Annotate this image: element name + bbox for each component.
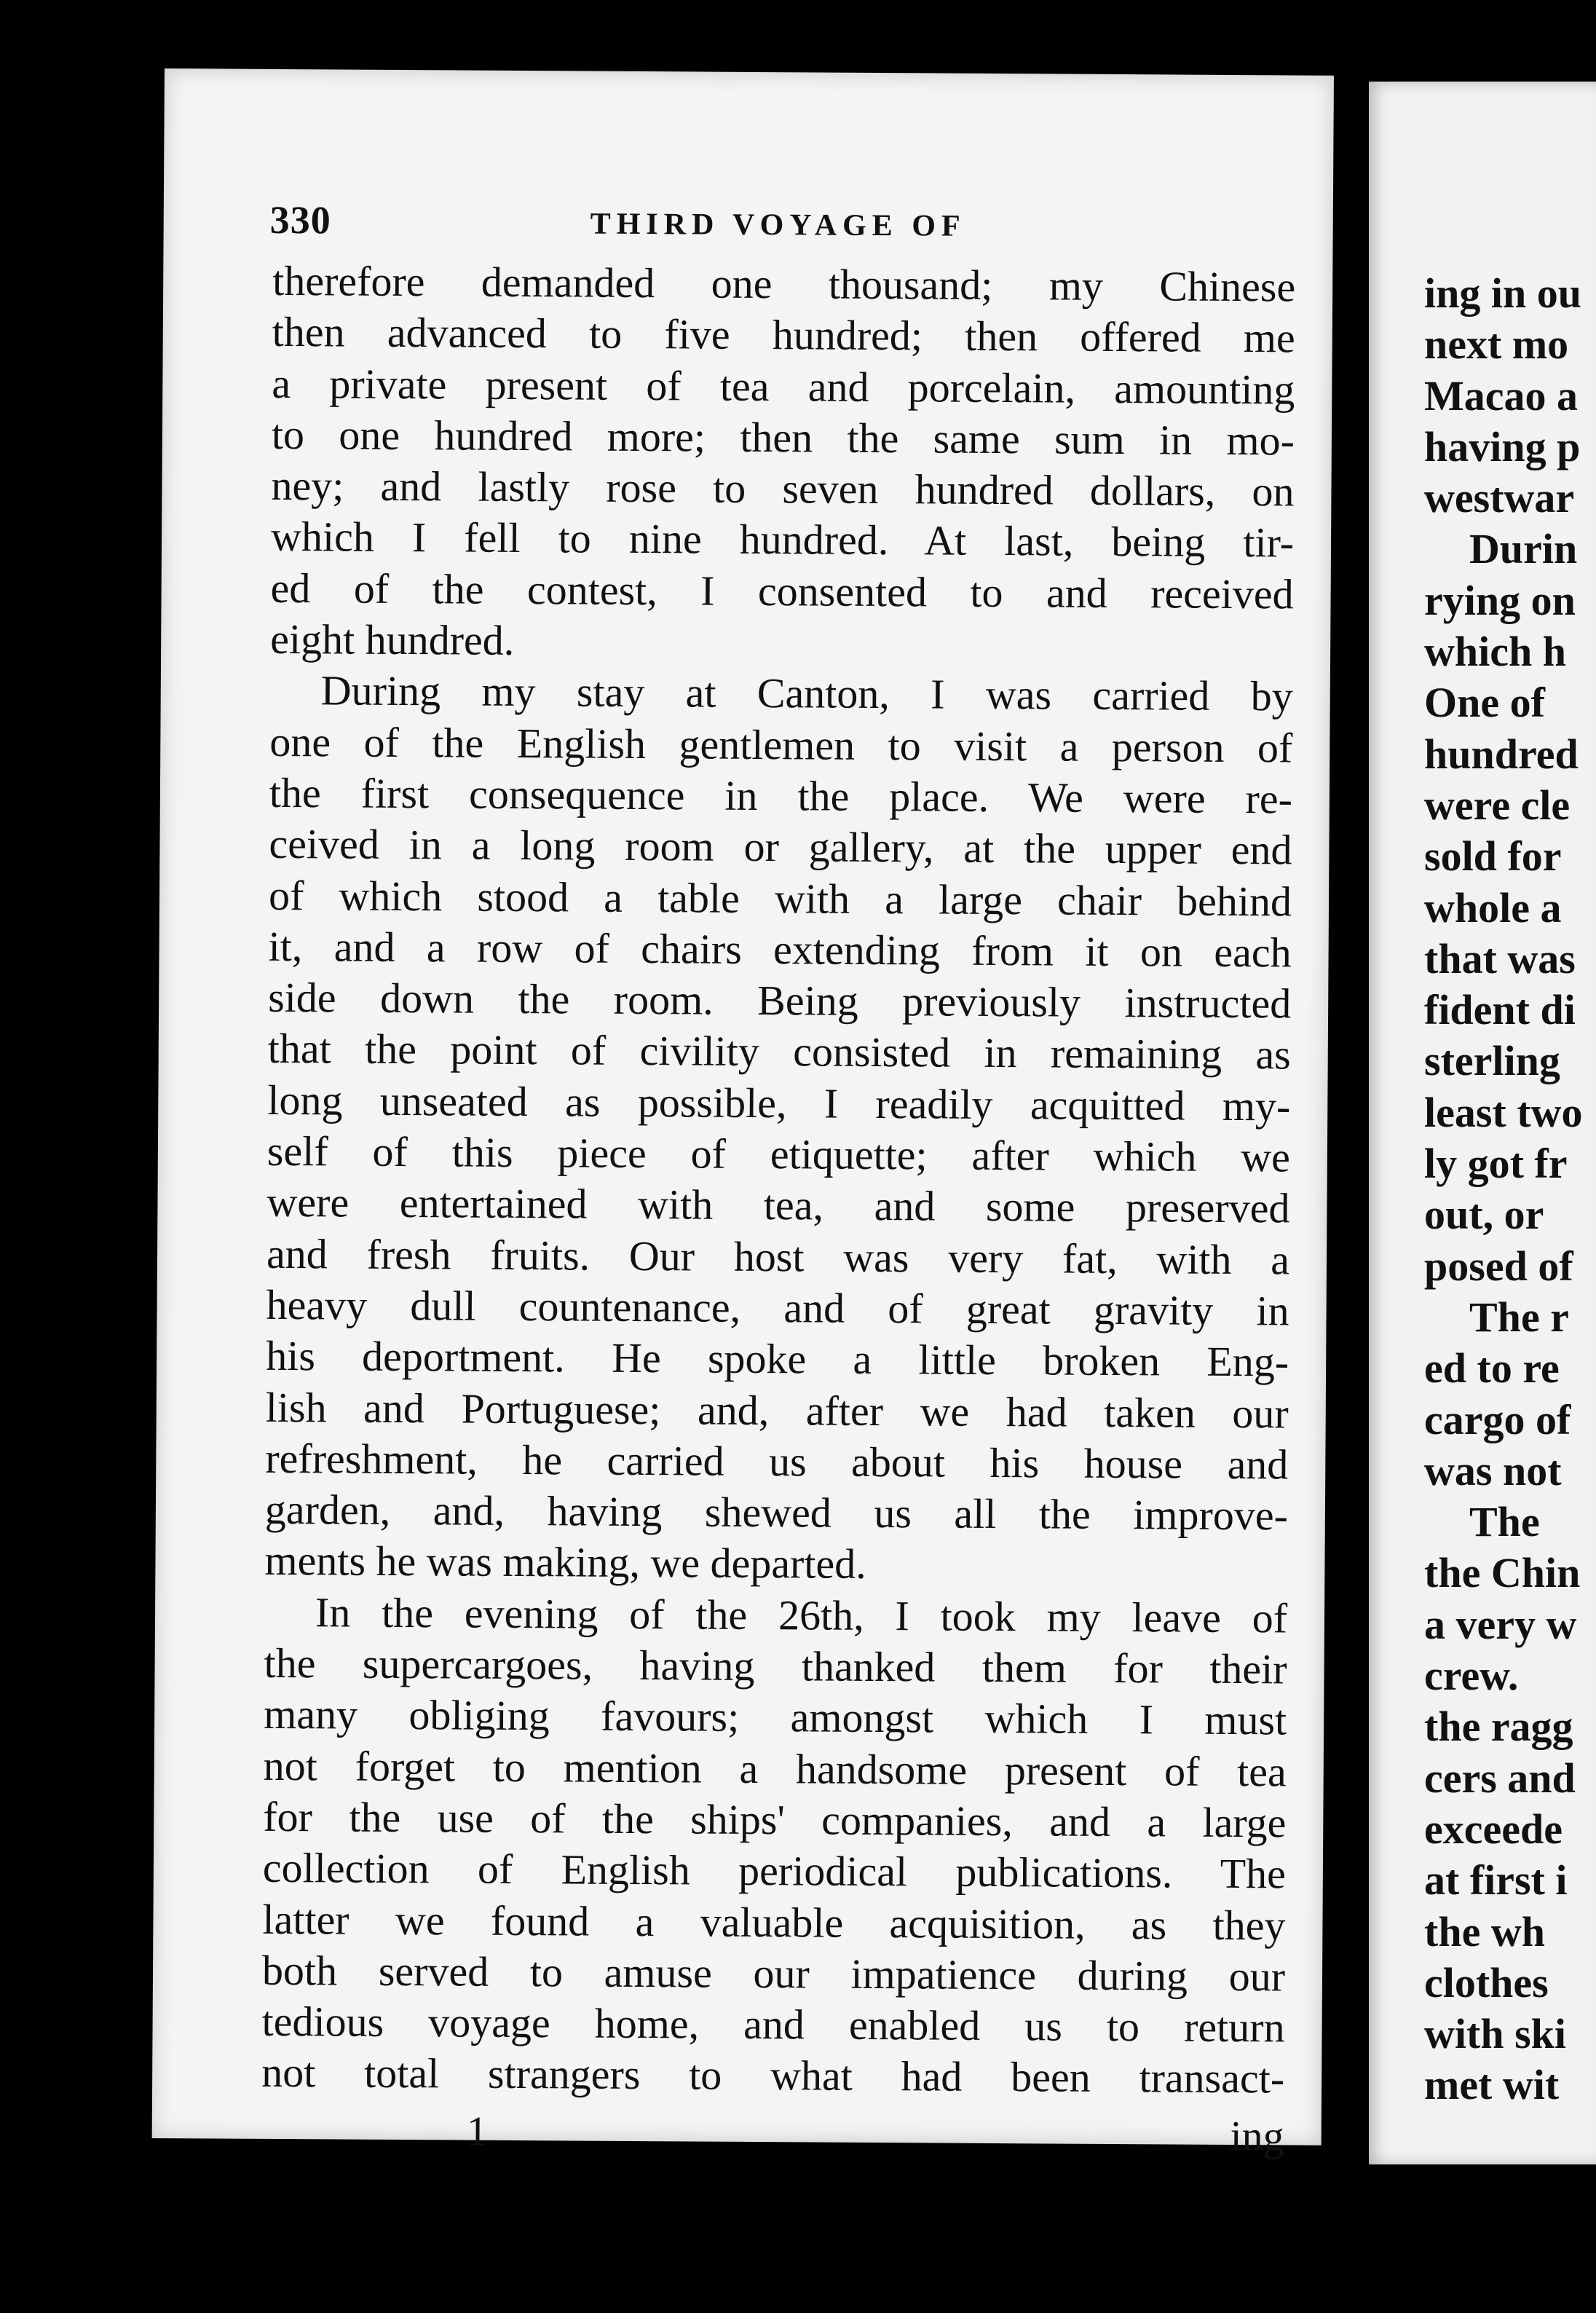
text-line: then advanced to five hundred; then offered me [272,308,1295,362]
text-line: long unseated as possible, I readily acquitted my- [267,1076,1291,1130]
running-title: THIRD VOYAGE OF [590,207,966,243]
facing-text-line: ing in ou [1424,269,1581,317]
left-page [152,68,1334,2160]
facing-text-line: was not [1424,1446,1562,1494]
facing-text-line: sold for [1424,832,1562,880]
paragraph-start-line: During my stay at Canton, I was carried by [320,666,1293,720]
facing-text-line: which h [1424,628,1567,676]
text-line: latter we found a valuable acquisition, as they [262,1895,1286,1949]
text-line: side down the room. Being previously instructed [268,974,1292,1028]
text-line: the first consequence in the place. We were re- [269,768,1293,823]
facing-text-line: a very w [1424,1600,1577,1648]
text-line: many obliging favours; amongst which I must [264,1690,1287,1744]
facing-page [1369,82,1596,2164]
facing-text-line: The r [1469,1293,1569,1341]
facing-text-line: at first i [1424,1856,1568,1904]
text-line: one of the English gentlemen to visit a person of [269,717,1293,772]
facing-text-line: One of [1424,679,1545,727]
text-line: ceived in a long room or gallery, at the upper end [269,820,1292,874]
text-line: it, and a row of chairs extending from it on each [268,922,1292,977]
facing-page-text [1424,268,1596,2111]
facing-text-line: with ski [1424,2010,1567,2058]
facing-text-line: fident di [1424,986,1576,1034]
text-line: ments he was making, we departed. [264,1537,866,1588]
facing-text-line: least two [1424,1088,1583,1136]
facing-text-line: crew. [1424,1652,1519,1700]
text-line: which I fell to nine hundred. At last, being tir- [270,513,1295,567]
paragraph-start-line: In the evening of the 26th, I took my leave of [315,1588,1288,1642]
facing-text-line: the Chin [1424,1549,1581,1597]
page-number: 330 [269,197,331,243]
page-footer [261,2105,1284,2163]
facing-text-line: were cle [1424,781,1571,829]
text-line: not forget to mention a handsome present of tea [263,1741,1287,1796]
facing-text-line: clothes [1424,1958,1549,2006]
text-line: ney; and lastly rose to seven hundred dollars, on [271,462,1295,516]
signature-mark: 1 [466,2107,488,2155]
text-line: the supercargoes, having thanked them for their [264,1639,1287,1693]
text-line: lish and Portuguese; and, after we had taken our [265,1383,1289,1437]
text-line: tedious voyage home, and enabled us to return [261,1997,1285,2052]
facing-text-line: having p [1424,422,1581,470]
facing-text-line: hundred [1424,730,1579,778]
text-line: that the point of civility consisted in remaining as [267,1025,1291,1079]
catchword: ing [1230,2111,1284,2160]
text-line: refreshment, he carried us about his house and [265,1434,1289,1489]
facing-text-line: whole a [1424,883,1562,931]
text-line: of which stood a table with a large chair behind [268,871,1292,926]
text-line: a private present of tea and porcelain, amounting [272,359,1295,414]
running-head [269,197,1289,255]
text-line: eight hundred. [270,615,515,665]
text-line: to one hundred more; then the same sum in mo- [271,410,1295,465]
facing-text-line: that was [1424,934,1576,982]
facing-text-line: posed of [1424,1242,1573,1290]
facing-text-line: the ragg [1424,1703,1573,1751]
facing-text-line: sterling [1424,1037,1560,1085]
facing-text-line: Macao a [1424,371,1578,419]
text-line: for the use of the ships' companies, and a large [263,1792,1287,1847]
facing-text-line: exceede [1424,1805,1563,1853]
body-text [261,256,1295,2105]
facing-text-line: next mo [1424,320,1569,369]
facing-text-line: rying on [1424,576,1576,624]
text-line: collection of English periodical publications. The [262,1844,1287,1898]
text-line: not total strangers to what had been transact- [261,2049,1285,2103]
text-line: were entertained with tea, and some preserved [266,1178,1290,1232]
text-line: self of this piece of etiquette; after which we [266,1127,1291,1181]
facing-text-line: ly got fr [1424,1140,1568,1188]
text-line: therefore demanded one thousand; my Chinese [272,256,1296,311]
text-line: ed of the contest, I consented to and received [270,564,1294,618]
text-line: his deportment. He spoke a little broken Eng- [266,1332,1289,1386]
facing-text-line: cers and [1424,1754,1576,1802]
facing-text-line: the wh [1424,1907,1545,1955]
facing-text-line: met wit [1424,2061,1560,2109]
text-line: both served to amuse our impatience during our [261,1946,1286,2001]
facing-text-line: Durin [1469,525,1578,573]
facing-text-line: westwar [1424,474,1575,522]
facing-text-line: cargo of [1424,1395,1571,1443]
facing-text-line: ed to re [1424,1344,1560,1392]
facing-text-line: The [1469,1498,1540,1546]
text-line: garden, and, having shewed us all the improve- [264,1486,1289,1540]
facing-text-line: out, or [1424,1191,1544,1239]
text-line: and fresh fruits. Our host was very fat, with a [266,1229,1290,1284]
text-line: heavy dull countenance, and of great gravity in [266,1280,1289,1335]
